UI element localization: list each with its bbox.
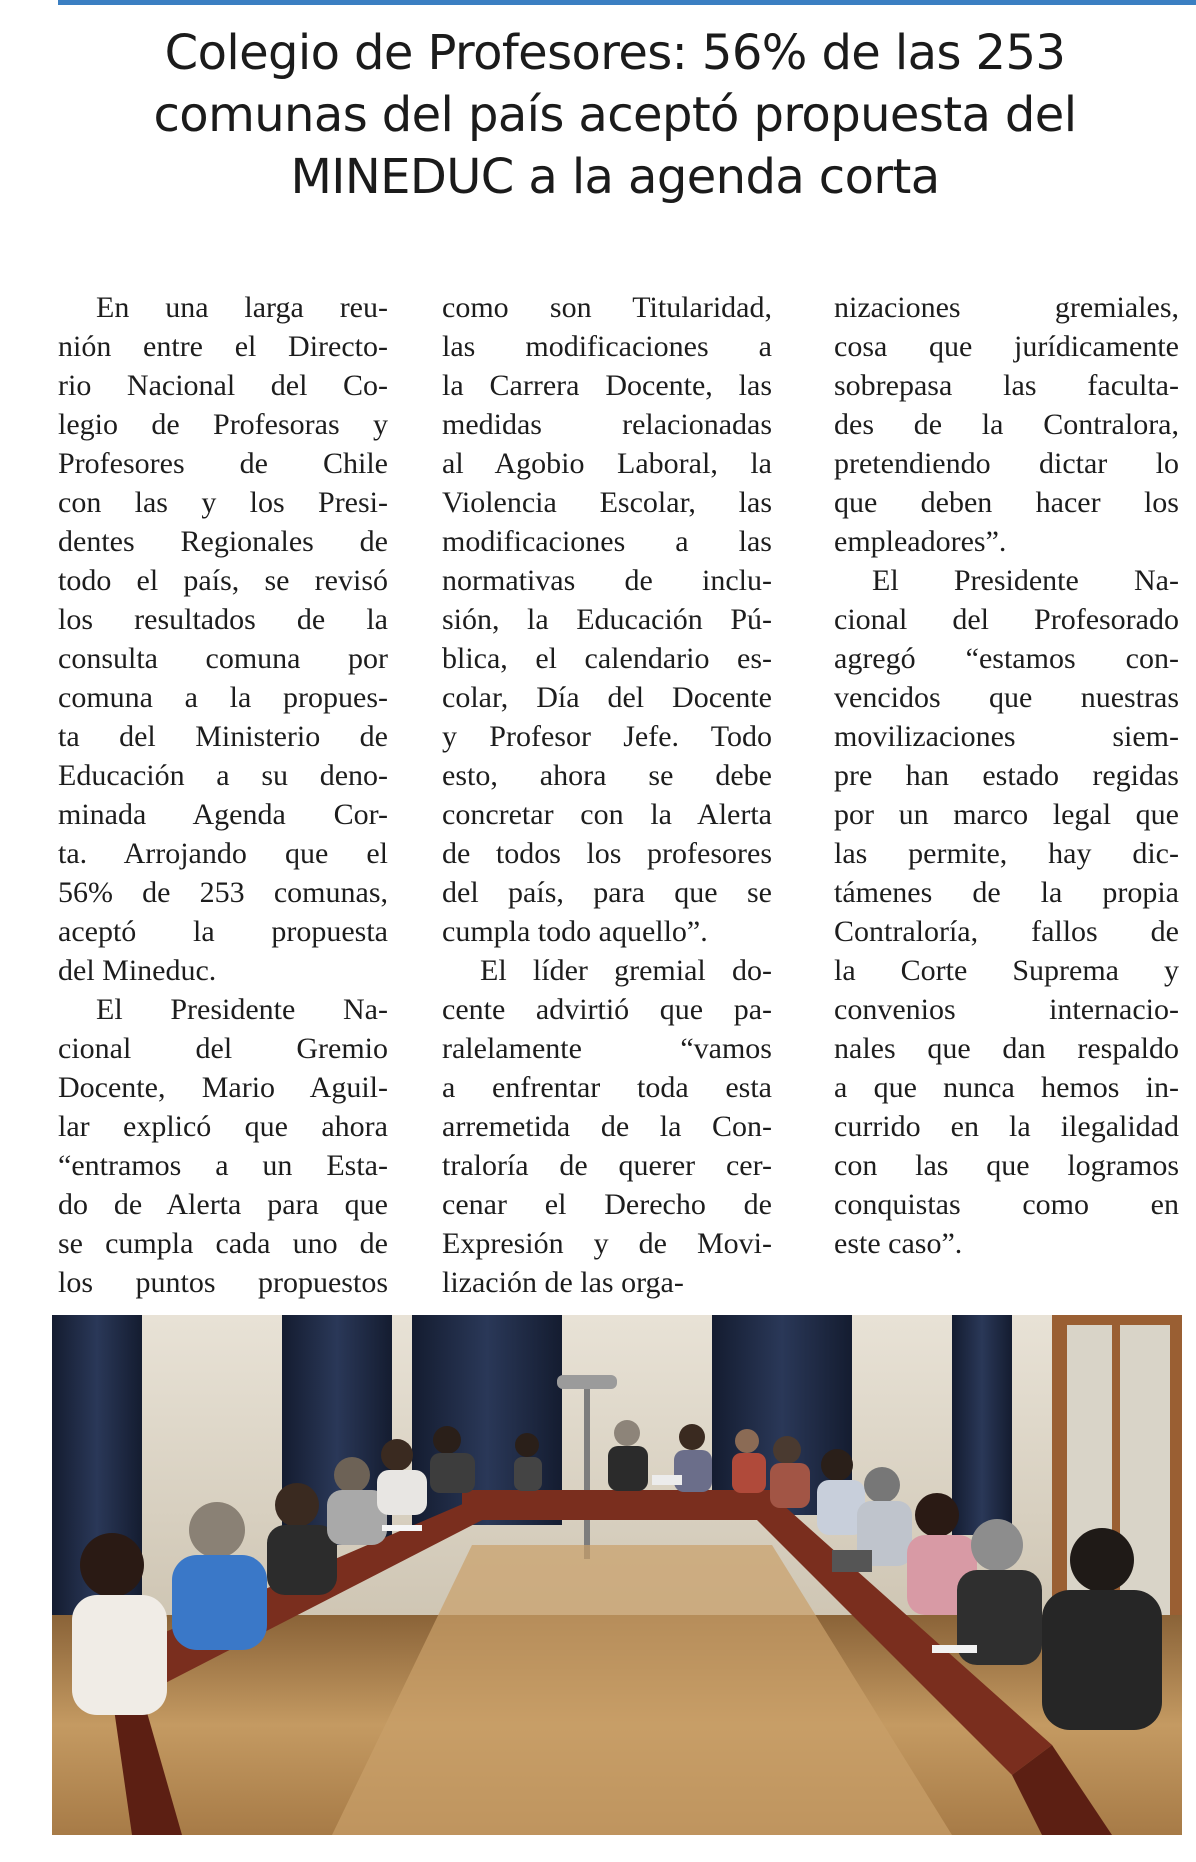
article-line: nales que dan respaldo bbox=[834, 1032, 1179, 1065]
article-line: concretar con la Alerta bbox=[442, 798, 772, 831]
article-line: de todos los profesores bbox=[442, 837, 772, 870]
article-line: al Agobio Laboral, la bbox=[442, 447, 772, 480]
article-line: cional del Gremio bbox=[58, 1032, 388, 1065]
article-line: rio Nacional del Co- bbox=[58, 369, 388, 402]
article-line: cenar el Derecho de bbox=[442, 1188, 772, 1221]
article-line: del país, para que se bbox=[442, 876, 772, 909]
article-line: minada Agenda Cor- bbox=[58, 798, 388, 831]
article-line: currido en la ilegalidad bbox=[834, 1110, 1179, 1143]
article-line: Expresión y de Movi- bbox=[442, 1227, 772, 1260]
headline-line-1: Colegio de Profesores: 56% de las 253 bbox=[164, 25, 1066, 81]
article-line: “entramos a un Esta- bbox=[58, 1149, 388, 1182]
article-line: sión, la Educación Pú- bbox=[442, 603, 772, 636]
article-line: normativas de inclu- bbox=[442, 564, 772, 597]
article-line: medidas relacionadas bbox=[442, 408, 772, 441]
headline-line-3: MINEDUC a la agenda corta bbox=[290, 149, 940, 205]
article-line: lización de las orga- bbox=[442, 1266, 684, 1299]
article-line: conquistas como en bbox=[834, 1188, 1179, 1221]
article-line: pretendiendo dictar lo bbox=[834, 447, 1179, 480]
top-accent-line bbox=[58, 0, 1196, 5]
article-line: a que nunca hemos in- bbox=[834, 1071, 1179, 1104]
article-line: como son Titularidad, bbox=[442, 291, 772, 324]
article-line: dentes Regionales de bbox=[58, 525, 388, 558]
article-line: convenios internacio- bbox=[834, 993, 1179, 1026]
article-line: consulta comuna por bbox=[58, 642, 388, 675]
article-line: blica, el calendario es- bbox=[442, 642, 772, 675]
article-line: cente advirtió que pa- bbox=[442, 993, 772, 1026]
article-line: los resultados de la bbox=[58, 603, 388, 636]
article-line: Docente, Mario Aguil- bbox=[58, 1071, 388, 1104]
article-line: sobrepasa las faculta- bbox=[834, 369, 1179, 402]
article-line: se cumpla cada uno de bbox=[58, 1227, 388, 1260]
article-line: y Profesor Jefe. Todo bbox=[442, 720, 772, 753]
article-line: con las y los Presi- bbox=[58, 486, 388, 519]
article-line: vencidos que nuestras bbox=[834, 681, 1179, 714]
article-line: arremetida de la Con- bbox=[442, 1110, 772, 1143]
meeting-photo-illustration bbox=[52, 1315, 1182, 1835]
article-line: Violencia Escolar, las bbox=[442, 486, 772, 519]
article-line: legio de Profesoras y bbox=[58, 408, 388, 441]
article-line: colar, Día del Docente bbox=[442, 681, 772, 714]
article-line: todo el país, se revisó bbox=[58, 564, 388, 597]
article-line: El líder gremial do- bbox=[480, 954, 772, 987]
headline-line-2: comunas del país aceptó propuesta del bbox=[153, 87, 1077, 143]
article-line: la Corte Suprema y bbox=[834, 954, 1179, 987]
article-line: por un marco legal que bbox=[834, 798, 1179, 831]
article-line: cumpla todo aquello”. bbox=[442, 915, 708, 948]
article-line: 56% de 253 comunas, bbox=[58, 876, 388, 909]
article-column-2 bbox=[442, 288, 772, 1302]
article-line: la Carrera Docente, las bbox=[442, 369, 772, 402]
article-line: ta. Arrojando que el bbox=[58, 837, 388, 870]
article-line: En una larga reu- bbox=[96, 291, 388, 324]
article-line: agregó “estamos con- bbox=[834, 642, 1179, 675]
article-line: lar explicó que ahora bbox=[58, 1110, 388, 1143]
article-line: Contraloría, fallos de bbox=[834, 915, 1179, 948]
article-line: pre han estado regidas bbox=[834, 759, 1179, 792]
article-line: las modificaciones a bbox=[442, 330, 772, 363]
article-line: con las que logramos bbox=[834, 1149, 1179, 1182]
article-line: traloría de querer cer- bbox=[442, 1149, 772, 1182]
article-line: este caso”. bbox=[834, 1227, 963, 1260]
article-line: comuna a la propues- bbox=[58, 681, 388, 714]
article-line: nión entre el Directo- bbox=[58, 330, 388, 363]
article-line: aceptó la propuesta bbox=[58, 915, 388, 948]
article-line: que deben hacer los bbox=[834, 486, 1179, 519]
article-line: nizaciones gremiales, bbox=[834, 291, 1179, 324]
article-line: las permite, hay dic- bbox=[834, 837, 1179, 870]
article-line: Profesores de Chile bbox=[58, 447, 388, 480]
article-line: El Presidente Na- bbox=[872, 564, 1179, 597]
article-line: cosa que jurídicamente bbox=[834, 330, 1179, 363]
meeting-photo bbox=[52, 1315, 1182, 1835]
article-line: del Mineduc. bbox=[58, 954, 217, 987]
article-line: movilizaciones siem- bbox=[834, 720, 1179, 753]
article-line: do de Alerta para que bbox=[58, 1188, 388, 1221]
article-line: ta del Ministerio de bbox=[58, 720, 388, 753]
article-line: El Presidente Na- bbox=[96, 993, 388, 1026]
article-line: empleadores”. bbox=[834, 525, 1007, 558]
article-line: cional del Profesorado bbox=[834, 603, 1179, 636]
article-line: des de la Contralora, bbox=[834, 408, 1179, 441]
article-column-3 bbox=[834, 288, 1179, 1263]
headline bbox=[40, 22, 1190, 208]
article-line: los puntos propuestos bbox=[58, 1266, 388, 1299]
article-line: ralelamente “vamos bbox=[442, 1032, 772, 1065]
article-line: esto, ahora se debe bbox=[442, 759, 772, 792]
article-line: Educación a su deno- bbox=[58, 759, 388, 792]
article-column-1 bbox=[58, 288, 388, 1302]
article-line: támenes de la propia bbox=[834, 876, 1179, 909]
article-line: modificaciones a las bbox=[442, 525, 772, 558]
article-line: a enfrentar toda esta bbox=[442, 1071, 772, 1104]
